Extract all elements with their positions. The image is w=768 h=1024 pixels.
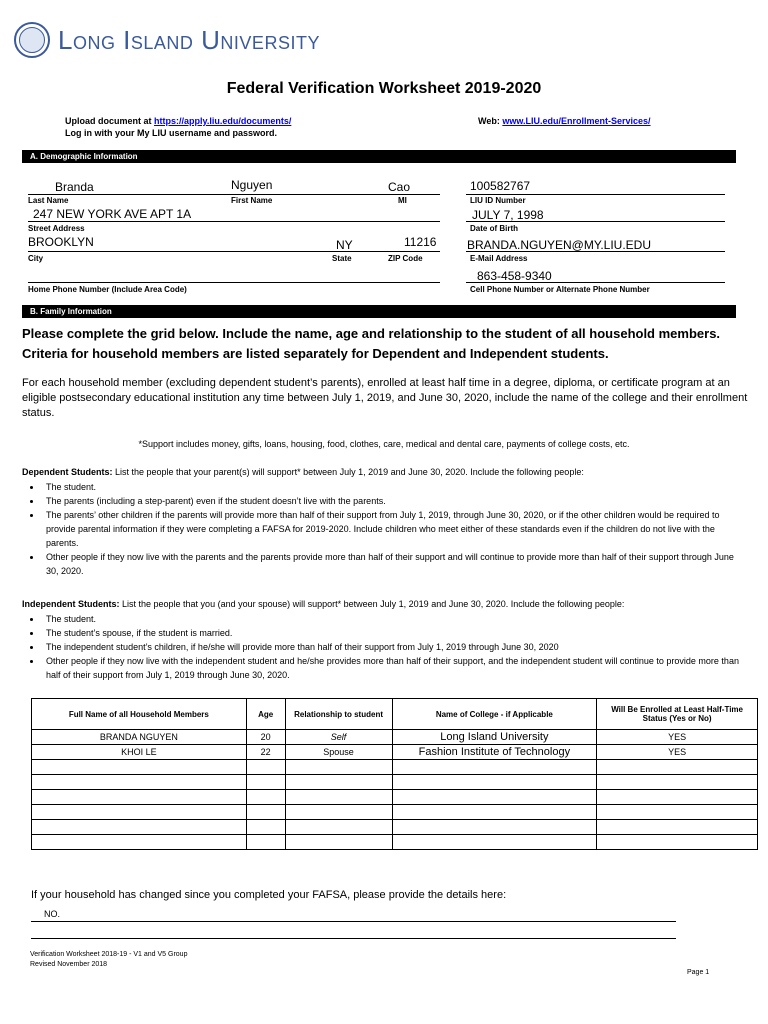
cell-relationship[interactable]: Spouse: [285, 745, 392, 760]
col-header-relationship: Relationship to student: [285, 699, 392, 730]
col-header-enrolled: Will Be Enrolled at Least Half-Time Status (Yes or No): [597, 699, 758, 730]
street-label: Street Address: [28, 224, 85, 233]
name-underline: [28, 194, 440, 195]
dependent-label: Dependent Students:: [22, 467, 113, 477]
home-phone-label: Home Phone Number (Include Area Code): [28, 285, 187, 294]
university-logo: [14, 22, 320, 58]
login-note: Log in with your My LIU username and password.: [65, 128, 278, 138]
col-header-age: Age: [246, 699, 285, 730]
cell-name[interactable]: [32, 760, 247, 775]
table-row: [32, 775, 758, 790]
city-label: City: [28, 254, 44, 263]
dob-value[interactable]: JULY 7, 1998: [472, 208, 544, 222]
table-header-row: [32, 699, 758, 730]
cell-college[interactable]: [392, 760, 597, 775]
changes-answer[interactable]: NO.: [44, 909, 61, 919]
cell-enrolled[interactable]: [597, 775, 758, 790]
liu-id-label: LIU ID Number: [470, 196, 526, 205]
dependent-list: [0, 480, 748, 578]
table-row: [32, 805, 758, 820]
email-value[interactable]: BRANDA.NGUYEN@MY.LIU.EDU: [467, 238, 651, 252]
table-row: [32, 835, 758, 850]
dob-underline: [466, 221, 725, 222]
table-row: [32, 790, 758, 805]
family-intro: Please complete the grid below. Include the name, age and relationship to the student of all household members. Criteria for household members are listed separately for Dependent and Independent students.: [22, 326, 721, 361]
cell-phone-label: Cell Phone Number or Alternate Phone Number: [470, 285, 650, 294]
zip-label: ZIP Code: [388, 254, 423, 263]
list-item: • Other people if they now live with the parents and the parents provide more than half of their support and will continue to provide more than half of their support through June 30, 2020.: [42, 550, 748, 578]
footer-revised: Revised November 2018: [30, 961, 108, 968]
cell-relationship[interactable]: [285, 835, 392, 850]
footer-version: Verification Worksheet 2018-19 - V1 and V5 Group: [30, 951, 188, 958]
cell-college[interactable]: [392, 790, 597, 805]
page-number: Page 1: [687, 969, 710, 976]
section-b-heading: B. Family Information: [22, 305, 736, 318]
changes-prompt: If your household has changed since you completed your FAFSA, please provide the details here:: [31, 889, 507, 901]
cell-age[interactable]: [246, 820, 285, 835]
liu-id-underline: [466, 194, 725, 195]
cell-phone-underline: [466, 282, 725, 283]
cell-age[interactable]: [246, 790, 285, 805]
section-a-heading: A. Demographic Information: [22, 150, 736, 163]
list-item: • The parents (including a step-parent) even if the student doesn’t live with the parents.: [42, 494, 748, 508]
list-item: • The student.: [42, 612, 748, 626]
street-value[interactable]: 247 NEW YORK AVE APT 1A: [33, 207, 192, 221]
cell-college[interactable]: Long Island University: [392, 730, 597, 745]
household-table: [31, 698, 758, 850]
cell-enrolled[interactable]: [597, 760, 758, 775]
university-seal-icon: [14, 22, 50, 58]
col-header-name: Full Name of all Household Members: [32, 699, 247, 730]
upload-instruction: [65, 116, 291, 126]
cell-name[interactable]: [32, 805, 247, 820]
cell-relationship[interactable]: [285, 820, 392, 835]
cell-name[interactable]: BRANDA NGUYEN: [32, 730, 247, 745]
email-underline: [466, 251, 725, 252]
cell-relationship[interactable]: [285, 805, 392, 820]
cell-enrolled[interactable]: [597, 790, 758, 805]
list-item: • Other people if they now live with the independent student and he/she provides more than half of their support, and the independent student will continue to provide more than half of their support from July 1, 2019 through June 30, 2020.: [42, 654, 748, 682]
state-value[interactable]: NY: [336, 238, 353, 252]
home-phone-underline: [28, 282, 440, 283]
cell-age[interactable]: [246, 805, 285, 820]
cell-relationship[interactable]: [285, 760, 392, 775]
cell-name[interactable]: [32, 775, 247, 790]
cell-college[interactable]: [392, 835, 597, 850]
cell-enrolled[interactable]: YES: [597, 745, 758, 760]
cell-enrolled[interactable]: [597, 820, 758, 835]
changes-line-1: [31, 921, 676, 922]
cell-name[interactable]: [32, 835, 247, 850]
last-name-label: Last Name: [28, 196, 69, 205]
enrolled-note: For each household member (excluding dependent student’s parents), enrolled at least half time in a degree, diploma, or certificate program at an eligible postsecondary educational institution any time between July 1, 2019, and June 30, 2020, include the name of the college and their enrollment status.: [22, 377, 748, 419]
cell-enrolled[interactable]: [597, 835, 758, 850]
last-name-value[interactable]: Branda: [55, 180, 94, 194]
upload-link[interactable]: https://apply.liu.edu/documents/: [154, 116, 292, 126]
cell-relationship[interactable]: [285, 790, 392, 805]
street-underline: [28, 221, 440, 222]
cell-enrolled[interactable]: [597, 805, 758, 820]
cell-relationship[interactable]: Self: [285, 730, 392, 745]
list-item: • The independent student’s children, if he/she will provide more than half of their support from July 1, 2019 through June 30, 2020: [42, 640, 748, 654]
cell-college[interactable]: [392, 820, 597, 835]
table-row: [32, 745, 758, 760]
independent-text: List the people that you (and your spouse) will support* between July 1, 2019 and June 30, 2020. Include the following people:: [119, 599, 625, 609]
web-link[interactable]: www.LIU.edu/Enrollment-Services/: [502, 116, 651, 126]
city-value[interactable]: BROOKLYN: [28, 235, 94, 249]
first-name-label: First Name: [231, 196, 273, 205]
cell-age[interactable]: [246, 775, 285, 790]
email-label: E-Mail Address: [470, 254, 528, 263]
col-header-college: Name of College - if Applicable: [392, 699, 597, 730]
table-row: [32, 730, 758, 745]
list-item: • The student’s spouse, if the student is married.: [42, 626, 748, 640]
mi-label: MI: [398, 196, 407, 205]
cell-relationship[interactable]: [285, 775, 392, 790]
cell-name[interactable]: KHOI LE: [32, 745, 247, 760]
web-prefix: Web:: [478, 116, 503, 126]
cell-college[interactable]: [392, 775, 597, 790]
first-name-value[interactable]: Nguyen: [231, 178, 273, 192]
dependent-instruction: [22, 465, 748, 479]
page-title: Federal Verification Worksheet 2019-2020: [226, 80, 542, 97]
city-underline: [28, 251, 440, 252]
web-instruction: [478, 116, 651, 126]
table-row: [32, 820, 758, 835]
independent-instruction: [22, 597, 748, 611]
cell-college[interactable]: Fashion Institute of Technology: [392, 745, 597, 760]
dob-label: Date of Birth: [470, 224, 518, 233]
dependent-text: List the people that your parent(s) will support* between July 1, 2019 and June 30, 2020. Include the following people:: [112, 467, 584, 477]
independent-list: [0, 612, 748, 682]
cell-age[interactable]: [246, 760, 285, 775]
list-item: • The student.: [42, 480, 748, 494]
cell-name[interactable]: [32, 820, 247, 835]
liu-id-value[interactable]: 100582767: [470, 179, 531, 193]
mi-value[interactable]: Cao: [388, 180, 411, 194]
university-name: Long Island University: [58, 24, 320, 55]
cell-name[interactable]: [32, 790, 247, 805]
zip-value[interactable]: 11216: [404, 235, 437, 249]
state-label: State: [332, 254, 352, 263]
cell-age[interactable]: 22: [246, 745, 285, 760]
support-note: *Support includes money, gifts, loans, housing, food, clothes, care, medical and dental care, payments of college costs, etc.: [138, 439, 630, 449]
upload-prefix: Upload document at: [65, 116, 155, 126]
list-item: • The parents’ other children if the parents will provide more than half of their support from July 1, 2019, through June 30, 2020, or if the other children would be required to provide parental information if they were completing a FAFSA for 2019-2020. Include children who meet either of these standards even if the children do not live with the parents.: [42, 508, 748, 550]
cell-age[interactable]: [246, 835, 285, 850]
cell-age[interactable]: 20: [246, 730, 285, 745]
table-row: [32, 760, 758, 775]
cell-enrolled[interactable]: YES: [597, 730, 758, 745]
cell-phone-value[interactable]: 863-458-9340: [477, 269, 552, 283]
independent-label: Independent Students:: [22, 599, 120, 609]
changes-line-2: [31, 938, 676, 939]
cell-college[interactable]: [392, 805, 597, 820]
